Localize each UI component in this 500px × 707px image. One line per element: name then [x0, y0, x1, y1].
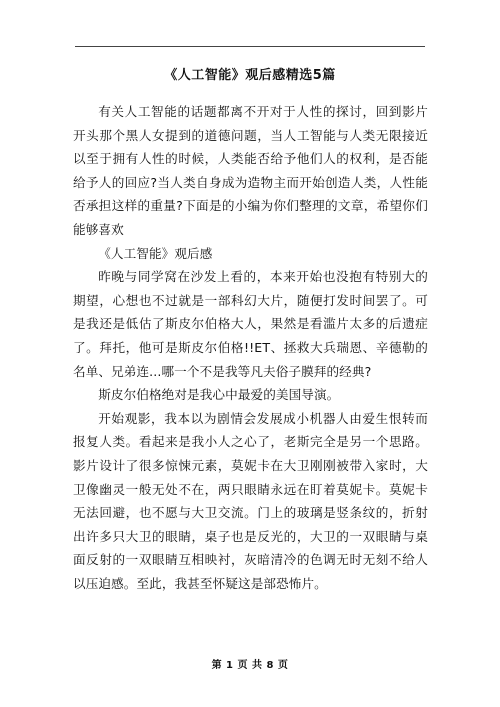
document-body [73, 100, 428, 595]
header-rule [75, 46, 425, 47]
paragraph-3: 开始观影，我本以为剧情会发展成小机器人由爱生恨转而报复人类。看起来是我小人之心了，老斯完全是另一个思路。影片设计了很多惊悚元素，莫妮卡在大卫刚刚被带入家时，大卫像幽灵一般无处不在，两只眼睛永远在盯着莫妮卡。莫妮卡无法回避，也不愿与大卫交流。门上的玻璃是竖条纹的，折射出许多只大卫的眼睛，桌子也是反光的，大卫的一双眼睛与桌面反射的一双眼睛互相映衬，灰暗清冷的色调无时无刻不给人以压迫感。至此，我甚至怀疑这是部恐怖片。 [73, 410, 428, 591]
paragraph-subtitle: 《人工智能》观后感 [98, 245, 213, 261]
page-footer: 第 1 页 共 8 页 [211, 660, 289, 671]
paragraph-intro: 有关人工智能的话题都离不开对于人性的探讨，回到影片开头那个黑人女提到的道德问题，当人工智能与人类无限接近以至于拥有人性的时候，人类能否给予他们人的权利，是否能给予人的回应?当人类自身成为造物主而开始创造人类，人性能否承担这样的重量?下面是的小编为你们整理的文章，希望你们能够喜欢 [73, 104, 428, 237]
paragraph-2: 斯皮尔伯格绝对是我心中最爱的美国导演。 [98, 387, 340, 403]
paragraph-1: 昨晚与同学窝在沙发上看的，本来开始也没抱有特别大的期望，心想也不过就是一部科幻大片，随便打发时间罢了。可是我还是低估了斯皮尔伯格大人，果然是看滥片太多的后遗症了。拜托，他可是斯皮尔伯格!!ET、拯救大兵瑞恩、辛德勒的名单、兄弟连...哪一个不是我等凡夫俗子膜拜的经典? [73, 269, 428, 379]
document-title: 《人工智能》观后感精选5篇 [164, 68, 336, 83]
